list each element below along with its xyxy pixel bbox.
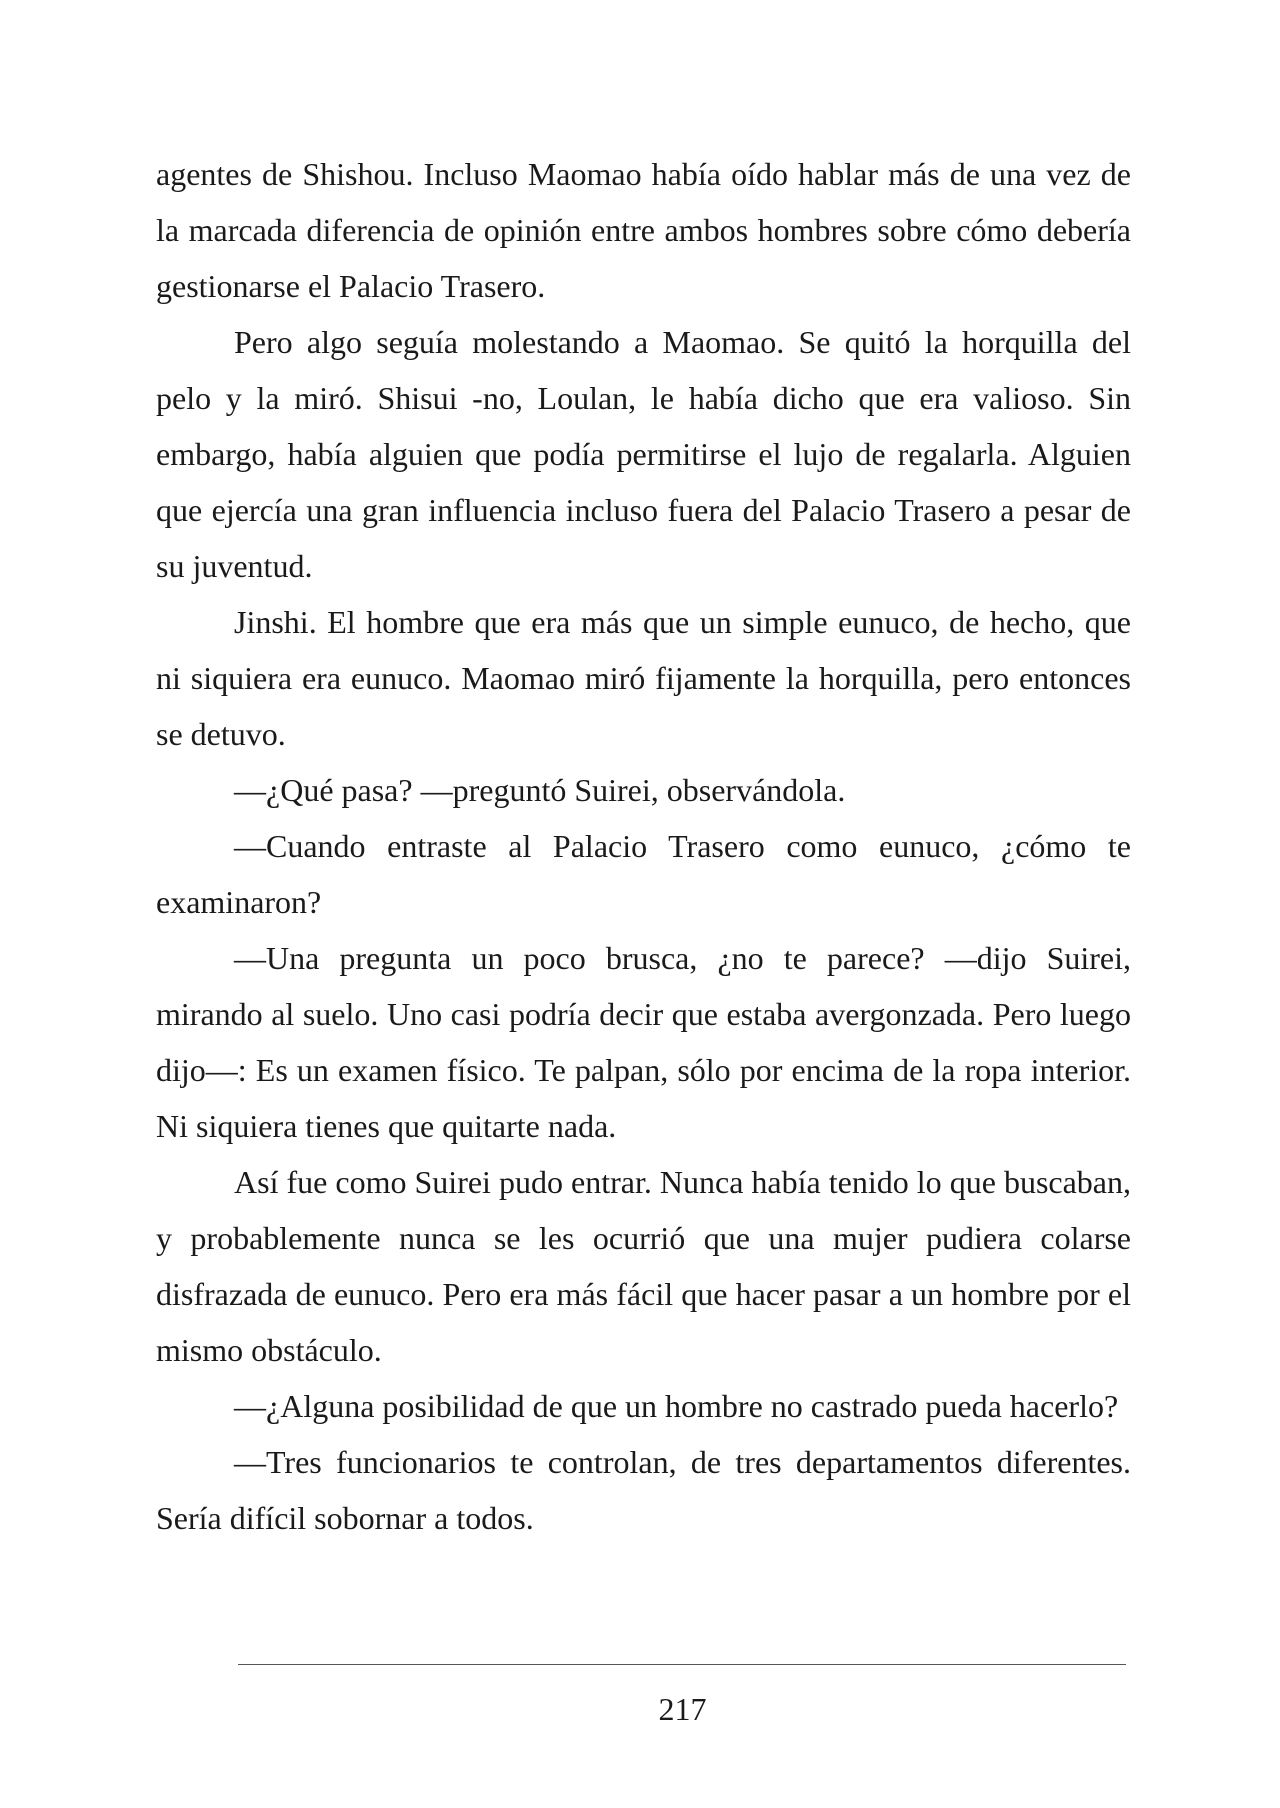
footer-divider	[238, 1664, 1126, 1665]
dialogue-paragraph: —¿Qué pasa? —preguntó Suirei, observándola.	[234, 772, 846, 808]
dialogue-paragraph: —¿Alguna posibilidad de que un hombre no castrado pueda hacerlo?	[234, 1388, 1119, 1424]
paragraph: Jinshi. El hombre que era más que un simple eunuco, de hecho, que ni siquiera era eunuco. Maomao miró fijamente la horquilla, pero entonces se detuvo.	[156, 604, 1131, 752]
dialogue-paragraph: —Cuando entraste al Palacio Trasero como eunuco, ¿cómo te examinaron?	[156, 828, 1131, 920]
dialogue-paragraph: —Una pregunta un poco brusca, ¿no te parece? —dijo Suirei, mirando al suelo. Uno casi podría decir que estaba avergonzada. Pero luego dijo—: Es un examen físico. Te palpan, sólo por encima de la ropa interior. Ni siquiera tienes que quitarte nada.	[156, 940, 1131, 1144]
body-text	[156, 146, 1131, 1546]
dialogue-paragraph: —Tres funcionarios te controlan, de tres departamentos diferentes. Sería difícil sobornar a todos.	[156, 1444, 1131, 1536]
paragraph: Así fue como Suirei pudo entrar. Nunca había tenido lo que buscaban, y probablemente nunca se les ocurrió que una mujer pudiera colarse disfrazada de eunuco. Pero era más fácil que hacer pasar a un hombre por el mismo obstáculo.	[156, 1164, 1131, 1368]
paragraph-continuation: agentes de Shishou. Incluso Maomao había oído hablar más de una vez de la marcada diferencia de opinión entre ambos hombres sobre cómo debería gestionarse el Palacio Trasero.	[156, 156, 1131, 304]
page-number: 217	[658, 1691, 707, 1727]
paragraph: Pero algo seguía molestando a Maomao. Se quitó la horquilla del pelo y la miró. Shisui -no, Loulan, le había dicho que era valioso. Sin embargo, había alguien que podía permitirse el lujo de regalarla. Alguien que ejercía una gran influencia incluso fuera del Palacio Trasero a pesar de su juventud.	[156, 324, 1131, 584]
